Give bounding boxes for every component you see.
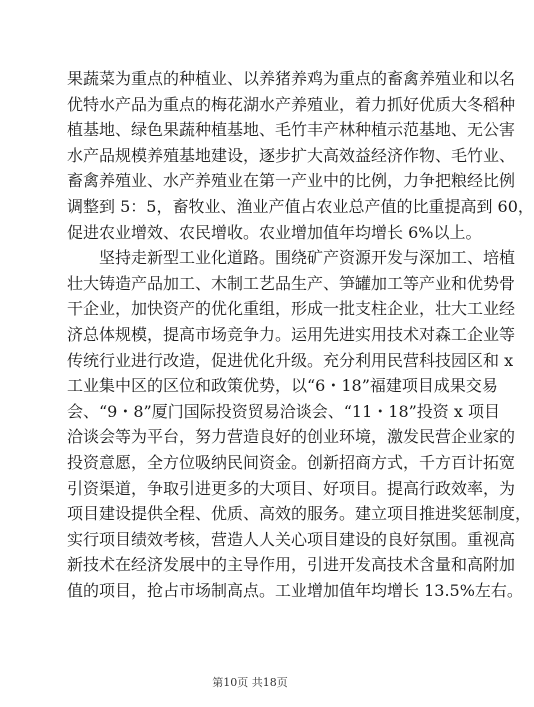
text-line-9: 壮大铸造产品加工、木制工艺品生产、笋罐加工等产业和优势骨: [67, 273, 516, 293]
text-line-20: 新技术在经济发展中的主导作用，引进开发高技术含量和高附加: [67, 555, 516, 575]
text-line-6: 调整到 5：5，畜牧业、渔业产值占农业总产值的比重提高到 60，: [67, 196, 534, 216]
text-line-19: 实行项目绩效考核，营造人人关心项目建设的良好氛围。重视高: [67, 529, 516, 549]
text-line-14: 会、“9・8”厦门国际投资贸易洽谈会、“11・18”投资 x 项目: [67, 401, 500, 421]
text-line-8: 坚持走新型工业化道路。围绕矿产资源开发与深加工、培植: [67, 248, 516, 268]
text-line-10: 干企业，加快资产的优化重组，形成一批支柱企业，壮大工业经: [67, 299, 516, 319]
body-text: [67, 66, 534, 603]
text-line-12: 传统行业进行改造，促进优化升级。充分利用民营科技园区和 x: [67, 350, 514, 370]
text-line-5: 畜禽养殖业、水产养殖业在第一产业中的比例，力争把粮经比例: [67, 171, 516, 191]
text-line-7: 促进农业增效、农民增收。农业增加值年均增长 6%以上。: [67, 222, 482, 242]
page-footer: 第10页 共18页: [212, 676, 288, 689]
text-line-18: 项目建设提供全程、优质、高效的服务。建立项目推进奖惩制度，: [67, 504, 532, 524]
text-line-13: 工业集中区的区位和政策优势，以“6・18”福建项目成果交易: [67, 376, 498, 396]
text-line-16: 投资意愿，全方位吸纳民间资金。创新招商方式，千方百计拓宽: [67, 452, 516, 472]
text-line-21: 值的项目，抢占市场制高点。工业增加值年均增长 13.5%左右。: [67, 580, 523, 600]
text-line-17: 引资渠道，争取引进更多的大项目、好项目。提高行政效率，为: [67, 478, 516, 498]
text-line-2: 优特水产品为重点的梅花湖水产养殖业，着力抓好优质大冬稻种: [67, 94, 516, 114]
text-line-4: 水产品规模养殖基地建设，逐步扩大高效益经济作物、毛竹业、: [67, 145, 516, 165]
text-line-15: 洽谈会等为平台，努力营造良好的创业环境，激发民营企业家的: [67, 427, 516, 447]
text-line-3: 植基地、绿色果蔬种植基地、毛竹丰产林种植示范基地、无公害: [67, 120, 516, 140]
text-line-11: 济总体规模，提高市场竞争力。运用先进实用技术对森工企业等: [67, 324, 516, 344]
text-line-1: 果蔬菜为重点的种植业、以养猪养鸡为重点的畜禽养殖业和以名: [67, 69, 516, 88]
